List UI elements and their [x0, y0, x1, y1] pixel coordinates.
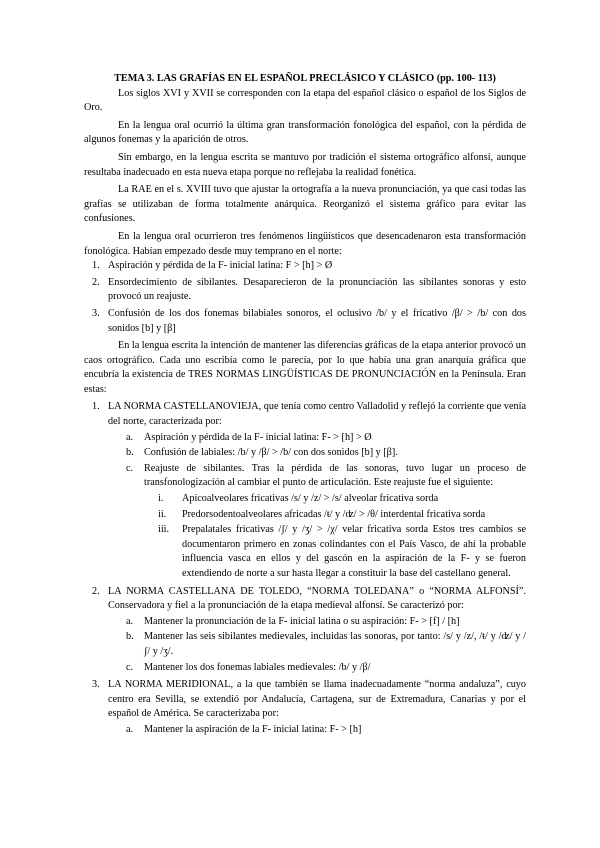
list-letter: a.	[126, 723, 134, 735]
list-item	[84, 259, 526, 274]
list-letter: c.	[126, 462, 134, 474]
paragraph: La RAE en el s. XVIII tuvo que ajustar la ortografía a la nueva pronunciación, ya que casi todas las grafías se utilizaban de forma totalmente anárquica. Reorganizó el sistema gráfico para evitar las confusiones.	[84, 184, 526, 225]
norms-list	[84, 400, 526, 737]
norm-subitem-text: Mantener los dos fonemas labiales medievales: /b/ y /β/	[144, 661, 371, 673]
norm-subitem	[84, 462, 526, 491]
document-body	[84, 72, 526, 738]
roman-subitem-text: Apicoalveolares fricativas /s/ y /z/ > /s/ alveolar fricativa sorda	[182, 493, 439, 505]
document-title: TEMA 3. LAS GRAFÍAS EN EL ESPAÑOL PRECLÁSICO Y CLÁSICO (pp. 100- 113)	[114, 73, 496, 84]
list-letter: a.	[126, 615, 134, 627]
list-number: 1.	[92, 401, 100, 413]
roman-subitem-text: Prepalatales fricativas /ʃ/ y /ʒ/ > /χ/ velar fricativa sorda Estos tres cambios se documentaron primero en zonas colindantes con el País Vasco, de ahí la probable influencia vasca en ellos y del gascón en la aspiración de la F- y se fueron extendiendo de norte a sur hasta llegar a constituir la base del castellano general.	[182, 524, 526, 579]
list-item-text: Aspiración y pérdida de la F- inicial latina: F > [h] > Ø	[108, 260, 333, 272]
paragraph: En la lengua escrita la intención de mantener las diferencias gráficas de la etapa anterior provocó un caos ortográfico. Cada uno escribía como le parecía, por lo que había una gran anarquía gráfica que encubría la existencia de TRES NORMAS LINGÜÍSTICAS DE PRONUNCIACIÓN en la Península. Eran estas:	[84, 340, 526, 395]
paragraph: Los siglos XVI y XVII se corresponden con la etapa del español clásico o español de los Siglos de Oro.	[84, 87, 526, 114]
list-number: 2.	[92, 276, 100, 288]
list-number: 2.	[92, 585, 100, 597]
norm-subitem-text: Aspiración y pérdida de la F- inicial latina: F- > [h] > Ø	[144, 431, 372, 443]
norm-subitem	[84, 723, 526, 738]
roman-numeral: iii.	[158, 524, 170, 536]
list-number: 1.	[92, 260, 100, 272]
paragraph: En la lengua oral ocurrió la última gran transformación fonológica del español, con la pérdida de algunos fonemas y la aparición de otros.	[84, 119, 526, 146]
norm-subitem-text: Mantener las seis sibilantes medievales, incluidas las sonoras, por tanto: /s/ y /z/, /ŧ/ y /ʣ/ y /ʃ/ y /ʒ/.	[144, 631, 526, 657]
list-letter: a.	[126, 431, 134, 443]
list-number: 3.	[92, 679, 100, 691]
list-letter: b.	[126, 631, 134, 643]
norm-subitem	[84, 446, 526, 461]
norm-subitem	[84, 661, 526, 676]
norm-text: LA NORMA CASTELLANA DE TOLEDO, “NORMA TOLEDANA” o “NORMA ALFONSÍ”. Conservadora y fiel a la pronunciación de la etapa medieval alfonsí. Se caracterizó por:	[108, 585, 526, 612]
norm-text: LA NORMA CASTELLANOVIEJA, que tenía como centro Valladolid y reflejó la corriente que venía del norte, caracterizada por:	[108, 401, 526, 428]
roman-subitem-text: Predorsodentoalveolares africadas /ŧ/ y /ʣ/ > /θ/ interdental fricativa sorda	[182, 508, 486, 520]
norm-subitem	[84, 431, 526, 446]
roman-numeral: i.	[158, 493, 164, 505]
norm-subitem-text: Confusión de labiales: /b/ y /β/ > /b/ con dos sonidos [b] y [β].	[144, 447, 398, 459]
list-item-text: Ensordecimiento de sibilantes. Desaparecieron de la pronunciación las sibilantes sonoras y esto provocó un reajuste.	[108, 276, 526, 303]
list-item	[84, 276, 526, 305]
norm-subitem	[84, 615, 526, 630]
norm-item	[84, 585, 526, 614]
list-letter: b.	[126, 447, 134, 459]
roman-subitem	[84, 508, 526, 523]
norm-subitem-text: Mantener la pronunciación de la F- inicial latina o su aspiración: F- > [f] / [h]	[144, 615, 460, 627]
roman-subitem	[84, 492, 526, 507]
list-letter: c.	[126, 661, 134, 673]
list-item	[84, 307, 526, 336]
list-number: 3.	[92, 307, 100, 319]
norm-item	[84, 678, 526, 722]
norm-item	[84, 400, 526, 429]
norm-text: LA NORMA MERIDIONAL, a la que también se llama inadecuadamente “norma andaluza”, cuyo centro era Sevilla, se extendió por Andalucía, Cartagena, sur de Extremadura, Canarias y por el español de América. Se caracterizaba por:	[108, 679, 526, 720]
roman-numeral: ii.	[158, 508, 167, 520]
list-item-text: Confusión de los dos fonemas bilabiales sonoros, el oclusivo /b/ y el fricativo /β/ > /b/ con dos sonidos [b] y [β]	[108, 307, 526, 334]
paragraph: Sin embargo, en la lengua escrita se mantuvo por tradición el sistema ortográfico alfonsí, aunque resultaba inadecuado en esta nueva etapa porque no reflejaba la realidad fonética.	[84, 151, 526, 178]
norm-subitem-text: Reajuste de sibilantes. Tras la pérdida de las sonoras, tuvo lugar un proceso de transfonologización al cambiar el punto de articulación. Este reajuste fue el siguiente:	[144, 462, 526, 489]
norm-subitem	[84, 630, 526, 659]
roman-subitem	[84, 523, 526, 581]
paragraph: En la lengua oral ocurrieron tres fenómenos lingüísticos que desencadenaron esta transformación fonológica. Habían empezado desde muy temprano en el norte:	[84, 230, 526, 257]
phenomena-list	[84, 259, 526, 336]
norm-subitem-text: Mantener la aspiración de la F- inicial latina: F- > [h]	[144, 723, 362, 735]
